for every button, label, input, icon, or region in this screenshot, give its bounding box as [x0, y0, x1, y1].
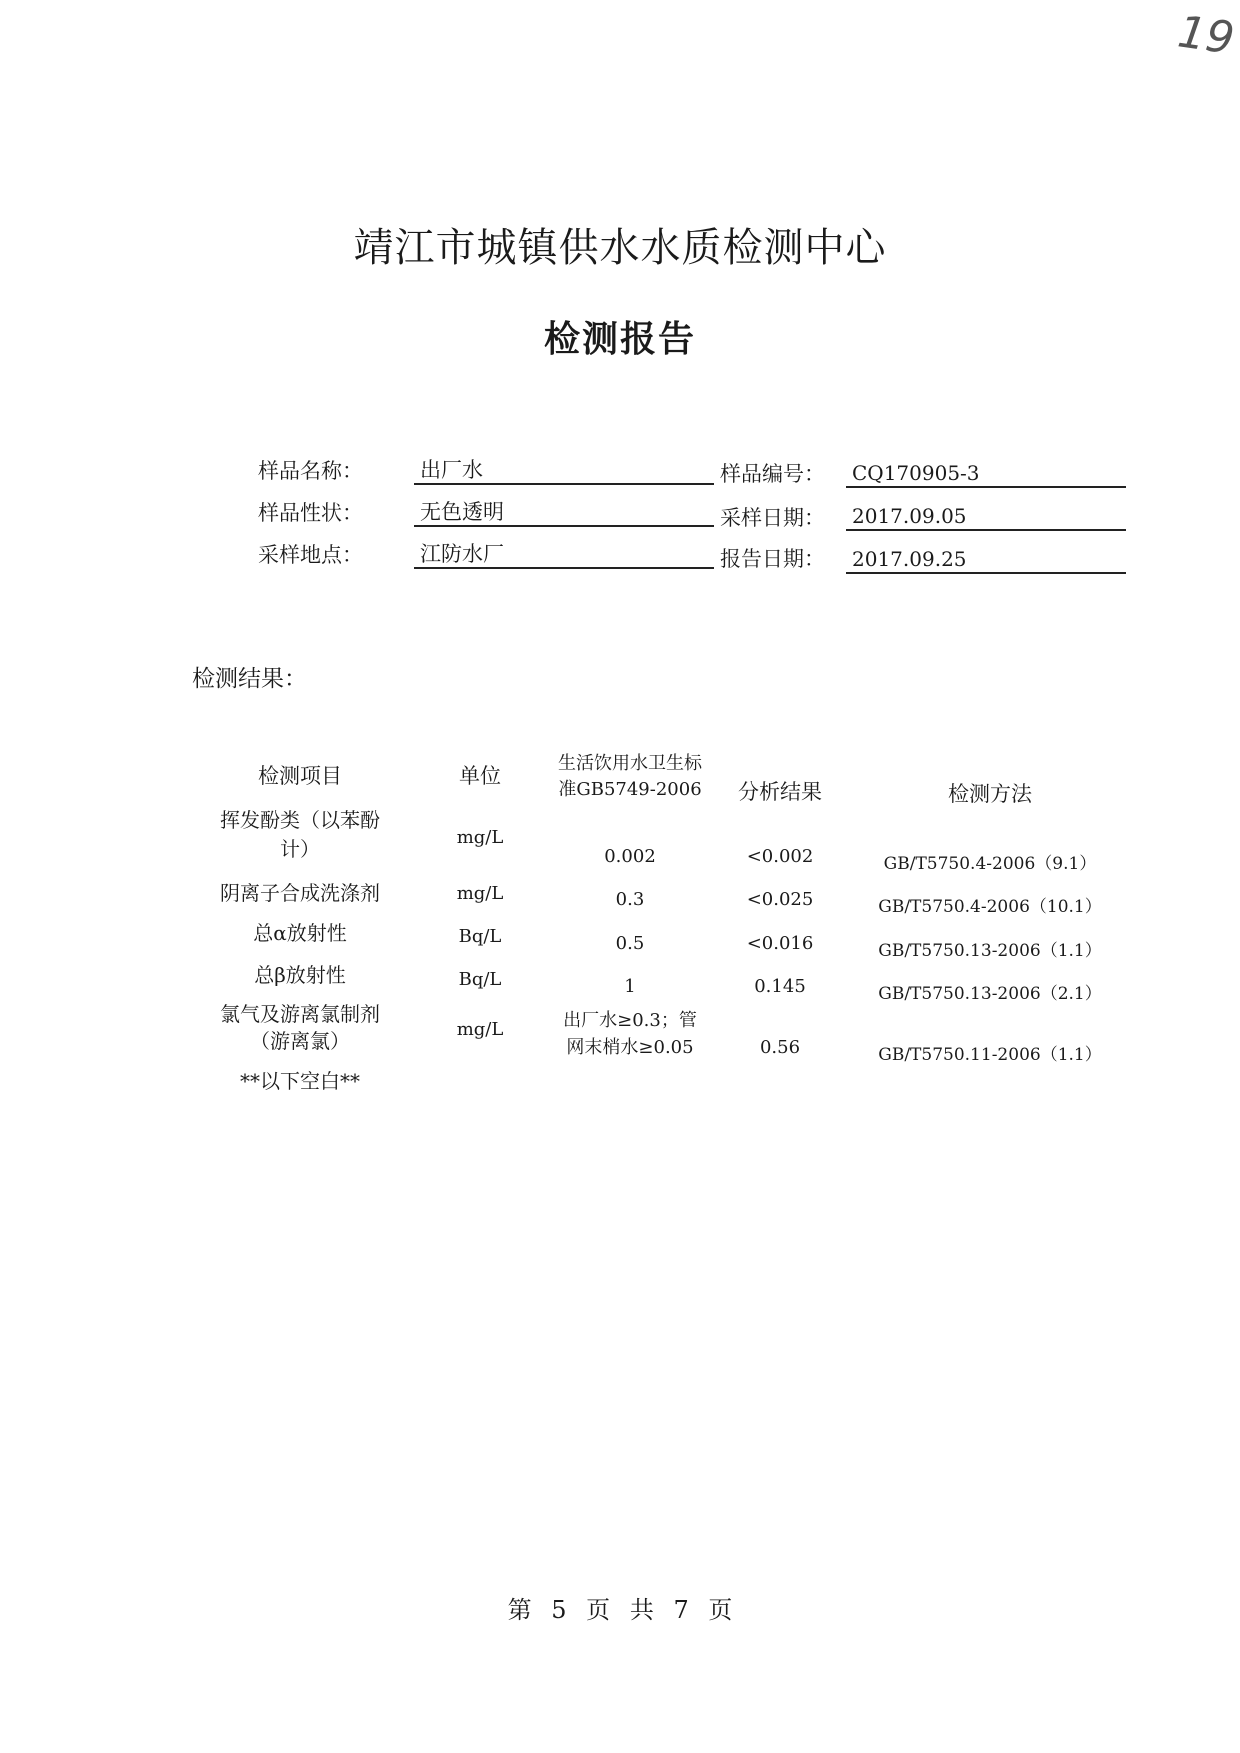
sample-state-label: 样品性状：	[258, 501, 363, 525]
row-method: GB/T5750.11-2006（1.1）	[878, 1045, 1102, 1065]
col-standard-header-line1: 生活饮用水卫生标	[558, 753, 702, 774]
row-item: 总α放射性	[253, 921, 347, 945]
report-date-label: 报告日期：	[720, 547, 825, 571]
row-standard: 出厂水≥0.3；管	[563, 1010, 697, 1031]
row-result: 0.56	[759, 1037, 801, 1058]
row-item: 氯气及游离氯制剂	[220, 1002, 380, 1026]
footer-total-pages: 7	[673, 1596, 689, 1624]
sampling-date-value: 2017.09.05	[846, 503, 1126, 531]
sampling-site-value: 江防水厂	[414, 541, 714, 569]
row-method: GB/T5750.13-2006（1.1）	[878, 941, 1102, 961]
report-date-value: 2017.09.25	[846, 546, 1126, 574]
row-item: 总β放射性	[254, 963, 346, 987]
row-unit: mg/L	[456, 827, 504, 848]
row-standard: 1	[624, 976, 636, 997]
sample-no-label: 样品编号：	[720, 462, 825, 486]
footer-suffix: 页	[708, 1596, 733, 1624]
row-standard: 0.3	[615, 889, 645, 910]
org-title: 靖江市城镇供水水质检测中心	[353, 225, 887, 271]
sampling-date-label: 采样日期：	[720, 506, 825, 530]
footer-prefix: 第	[507, 1596, 532, 1624]
row-unit: mg/L	[456, 1019, 504, 1040]
sampling-site-label: 采样地点：	[258, 543, 363, 567]
handwritten-page-mark: 19	[1174, 6, 1238, 65]
row-method: GB/T5750.4-2006（10.1）	[878, 897, 1102, 917]
row-unit: Bq/L	[458, 926, 502, 947]
col-method-header: 检测方法	[948, 782, 1032, 806]
col-item-header: 检测项目	[258, 764, 342, 788]
footer-total-word: 共	[629, 1596, 654, 1624]
row-standard: 0.5	[615, 933, 645, 954]
sample-no-value: CQ170905-3	[846, 460, 1126, 488]
sample-name-label: 样品名称：	[258, 459, 363, 483]
end-note: **以下空白**	[240, 1069, 360, 1093]
row-item: 阴离子合成洗涤剂	[220, 881, 380, 905]
row-method: GB/T5750.4-2006（9.1）	[883, 854, 1097, 874]
row-standard: 0.002	[604, 846, 656, 867]
row-result: 0.145	[754, 976, 806, 997]
footer-page-word: 页	[586, 1596, 611, 1624]
page-footer	[0, 1590, 1240, 1625]
row-item-line2: （游离氯）	[250, 1029, 350, 1053]
col-result-header: 分析结果	[738, 780, 822, 804]
footer-current-page: 5	[551, 1596, 567, 1624]
row-method: GB/T5750.13-2006（2.1）	[878, 984, 1102, 1004]
col-standard-header-line2: 准GB5749-2006	[558, 779, 702, 800]
row-item-line2: 计）	[280, 837, 320, 861]
col-unit-header: 单位	[459, 764, 501, 788]
row-item: 挥发酚类（以苯酚	[220, 808, 380, 832]
row-standard-line2: 网末梢水≥0.05	[566, 1037, 694, 1058]
row-unit: mg/L	[456, 883, 504, 904]
sample-name-value: 出厂水	[414, 457, 714, 485]
doc-title: 检测报告	[543, 319, 696, 360]
sample-state-value: 无色透明	[414, 499, 714, 527]
row-result: <0.002	[746, 846, 814, 867]
row-result: <0.025	[746, 889, 814, 910]
row-unit: Bq/L	[458, 969, 502, 990]
results-heading: 检测结果：	[192, 666, 307, 692]
row-result: <0.016	[746, 933, 814, 954]
